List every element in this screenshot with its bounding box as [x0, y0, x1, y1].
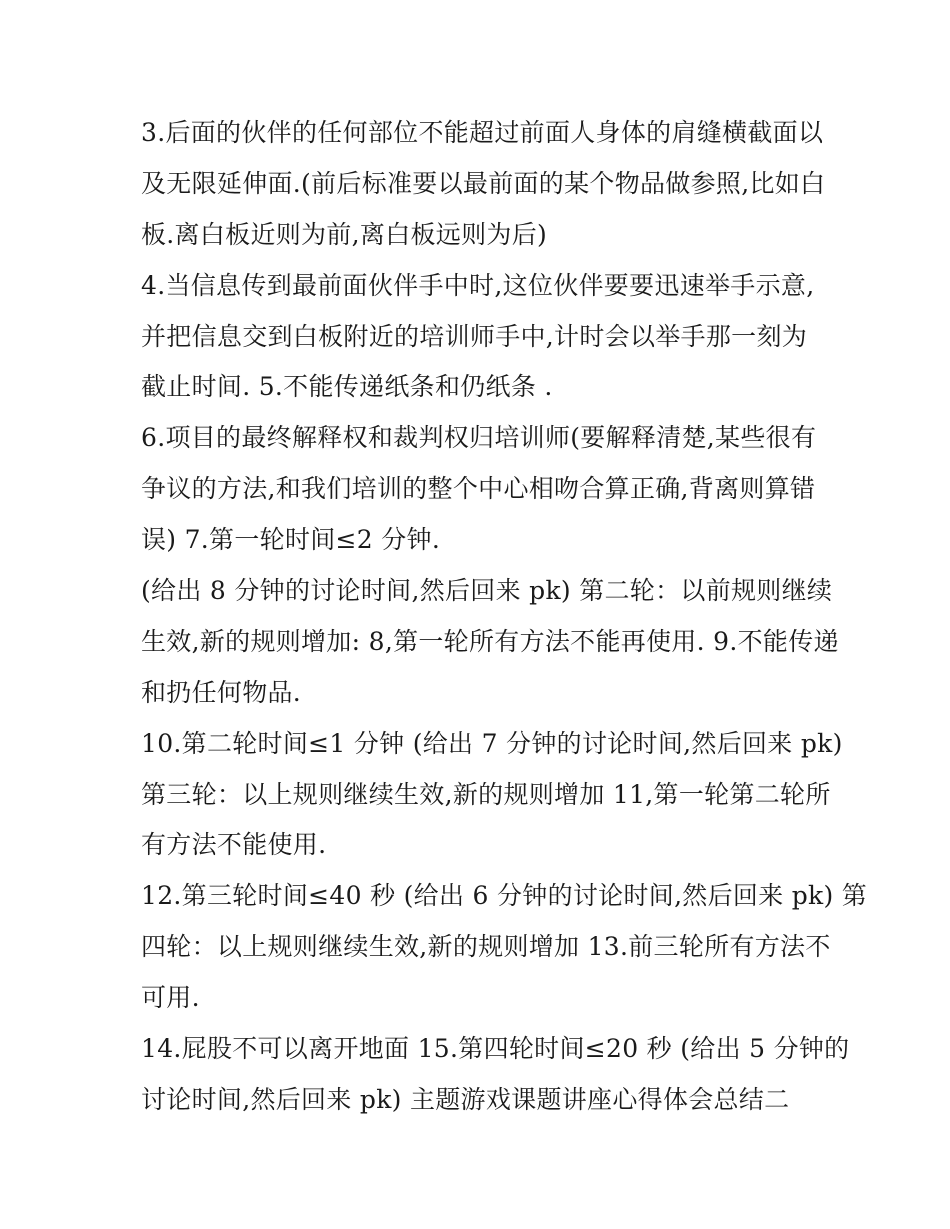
text-line: 及无限延伸面.(前后标准要以最前面的某个物品做参照,比如白	[141, 168, 826, 198]
text-line: 10.第二轮时间≤1 分钟 (给出 7 分钟的讨论时间,然后回来 pk)	[141, 728, 843, 758]
text-line: 14.屁股不可以离开地面 15.第四轮时间≤20 秒 (给出 5 分钟的	[141, 1034, 850, 1064]
text-line: 6.项目的最终解释权和裁判权归培训师(要解释清楚,某些很有	[141, 423, 817, 453]
text-line: 讨论时间,然后回来 pk) 主题游戏课题讲座心得体会总结二	[141, 1084, 790, 1114]
text-line: 有方法不能使用.	[141, 830, 327, 860]
text-line: 3.后面的伙伴的任何部位不能超过前面人身体的肩缝横截面以	[141, 118, 824, 147]
text-line: 争议的方法,和我们培训的整个中心相吻合算正确,背离则算错	[141, 474, 816, 504]
text-line: 第三轮：以上规则继续生效,新的规则增加 11,第一轮第二轮所	[141, 779, 831, 809]
text-line: 并把信息交到白板附近的培训师手中,计时会以举手那一刻为	[141, 321, 808, 351]
text-line: 和扔任何物品.	[141, 677, 302, 707]
text-line: 截止时间. 5.不能传递纸条和仍纸条 .	[141, 372, 553, 402]
text-line: 误) 7.第一轮时间≤2 分钟.	[141, 525, 441, 555]
text-line: (给出 8 分钟的讨论时间,然后回来 pk) 第二轮：以前规则继续	[141, 576, 833, 606]
text-line: 板.离白板近则为前,离白板远则为后)	[141, 219, 548, 249]
text-line: 四轮：以上规则继续生效,新的规则增加 13.前三轮所有方法不	[141, 932, 831, 962]
text-line: 可用.	[141, 983, 200, 1013]
text-line: 12.第三轮时间≤40 秒 (给出 6 分钟的讨论时间,然后回来 pk) 第	[141, 881, 868, 911]
text-line: 生效,新的规则增加: 8,第一轮所有方法不能再使用. 9.不能传递	[141, 626, 839, 656]
document-body	[141, 108, 868, 1126]
text-line: 4.当信息传到最前面伙伴手中时,这位伙伴要要迅速举手示意,	[141, 270, 815, 300]
